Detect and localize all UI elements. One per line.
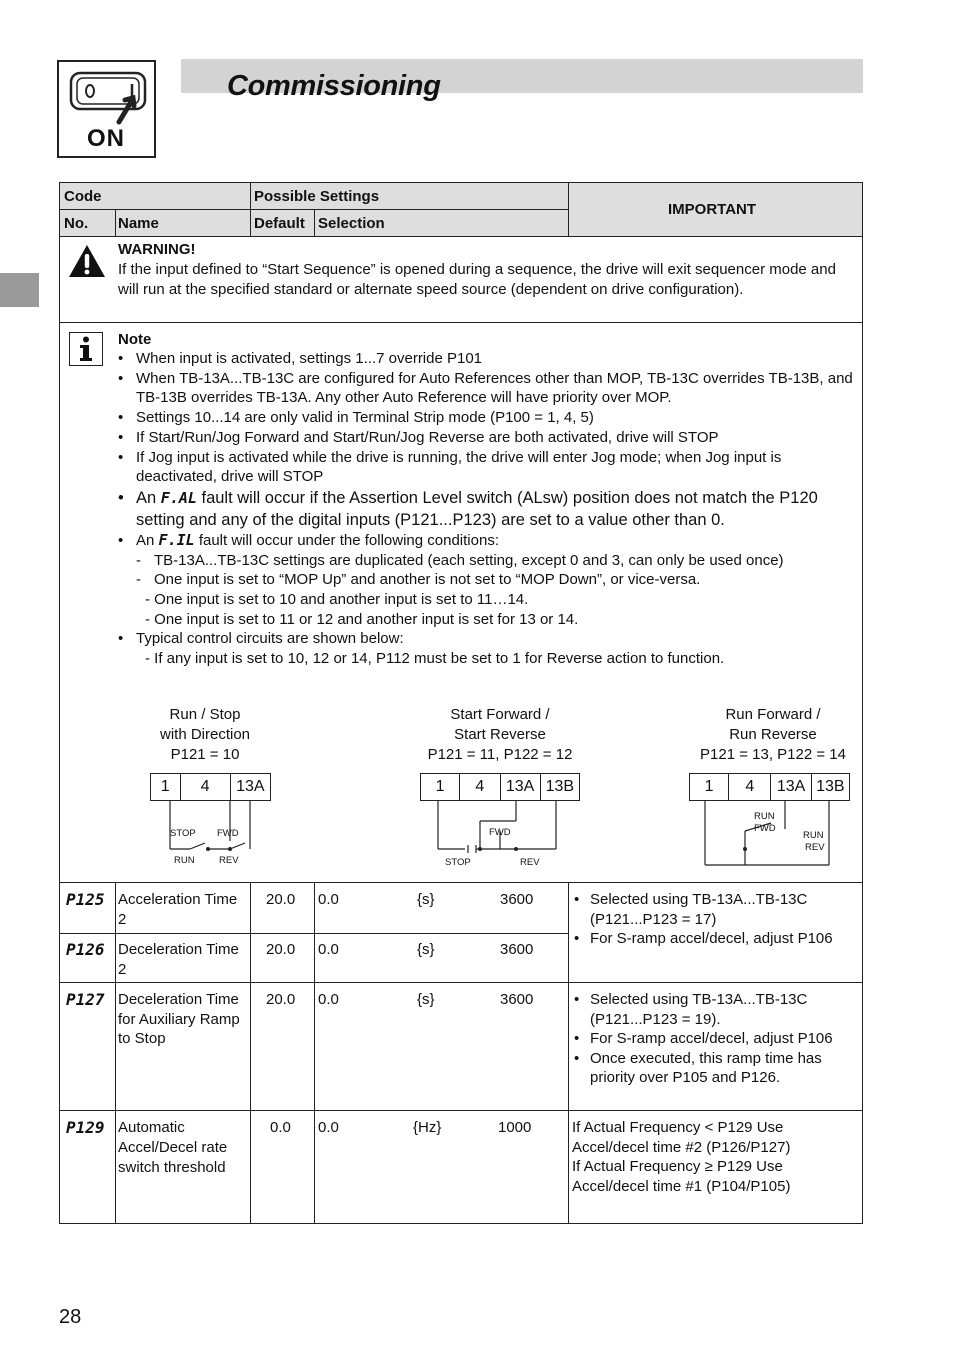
info-icon	[69, 332, 103, 366]
important-p127	[572, 990, 860, 1088]
page-title: Commissioning	[227, 70, 441, 102]
circuit-label: FWD	[754, 823, 776, 834]
param-max: 3600	[500, 991, 534, 1008]
terminal-label: 1	[421, 774, 460, 800]
param-unit: {s}	[417, 991, 435, 1008]
note-item: • Settings 10...14 are only valid in Terminal Strip mode (P100 = 1, 4, 5)	[118, 408, 858, 428]
param-name: Deceleration Time for Auxiliary Ramp to Stop	[118, 991, 240, 1048]
circuit-label: REV	[805, 842, 825, 853]
circuit-label: RUN	[174, 855, 195, 866]
important-item: • Selected using TB-13A...TB-13C (P121...P123 = 19).	[572, 990, 860, 1029]
terminal-label: 13A	[771, 774, 811, 800]
note-item: • An F.IL fault will occur under the following conditions:	[118, 531, 858, 551]
terminal-label: 13B	[545, 778, 575, 795]
param-default: 20.0	[266, 941, 296, 958]
param-min: 0.0	[318, 1119, 339, 1136]
terminal-label: 13A	[501, 774, 541, 800]
circuit-label: REV	[219, 855, 239, 866]
terminal-label: 4	[181, 774, 231, 800]
warning-title: WARNING!	[118, 241, 196, 258]
note-title: Note	[118, 331, 152, 348]
important-p125-p126	[572, 890, 860, 949]
fault-code-fal: F.AL	[160, 488, 197, 507]
note-subitem: - One input is set to 10 and another input is set to 11…14.	[145, 591, 529, 609]
param-code: P125	[66, 890, 105, 909]
note-subitem: - TB-13A...TB-13C settings are duplicated (each setting, except 0 and 3, can only be used once)	[118, 551, 858, 571]
param-min: 0.0	[318, 941, 339, 958]
param-max: 1000	[498, 1119, 532, 1136]
circuit-label: STOP	[445, 857, 471, 868]
page-number: 28	[59, 1306, 82, 1328]
circuit-1-title: Run / Stop with Direction P121 = 10	[159, 706, 251, 763]
header-name: Name	[118, 215, 159, 232]
parameter-table	[59, 182, 863, 1224]
param-unit: {s}	[417, 941, 435, 958]
circuit-label: REV	[520, 857, 540, 868]
note-item: • An F.AL fault will occur if the Assertion Level switch (ALsw) position does not match the P120 setting and any of the digital inputs (P121...P123) are set to a value other than 0.	[118, 487, 858, 531]
param-name: Automatic Accel/Decel rate switch threshold	[118, 1119, 228, 1176]
terminal-label: 1	[690, 774, 729, 800]
circuit-label: FWD	[489, 827, 511, 838]
important-item: • Selected using TB-13A...TB-13C (P121...P123 = 17)	[572, 890, 860, 929]
header-default: Default	[254, 215, 305, 232]
fault-code-fil: F.IL	[158, 530, 195, 549]
terminal-label: 1	[151, 774, 181, 800]
note-subitem: - One input is set to 11 or 12 and another input is set for 13 or 14.	[145, 610, 579, 628]
param-code: P127	[66, 990, 105, 1009]
important-item: • For S-ramp accel/decel, adjust P106	[572, 1029, 860, 1049]
param-min: 0.0	[318, 991, 339, 1008]
terminal-label: 4	[729, 774, 771, 800]
header-code: Code	[64, 188, 102, 205]
circuit-1-terminal-strip	[150, 773, 271, 801]
terminal-label: 13A	[236, 778, 265, 795]
param-max: 3600	[500, 891, 534, 908]
important-item: • For S-ramp accel/decel, adjust P106	[572, 929, 860, 949]
note-item: • Typical control circuits are shown below:	[118, 629, 858, 649]
param-name: Acceleration Time 2	[118, 891, 238, 928]
header-selection: Selection	[318, 215, 385, 232]
param-min: 0.0	[318, 891, 339, 908]
note-item: • If Jog input is activated while the drive is running, the drive will enter Jog mode; when Jog input is deactivated, drive will STOP	[118, 448, 858, 487]
param-unit: {Hz}	[413, 1119, 442, 1136]
warning-text: If the input defined to “Start Sequence” is opened during a sequence, the drive will exit sequencer mode and will run at the specified standard or alternate speed source (dependent on drive configuration).	[118, 261, 836, 298]
circuit-2-terminal-strip	[420, 773, 580, 801]
logo-on-text: ON	[87, 125, 125, 152]
param-code: P129	[66, 1118, 105, 1137]
circuit-label: STOP	[170, 828, 196, 839]
param-name: Deceleration Time 2	[118, 941, 239, 978]
param-default: 0.0	[270, 1119, 291, 1136]
circuit-2-title: Start Forward / Start Reverse P121 = 11, P122 = 12	[427, 706, 573, 763]
circuit-label: RUN	[803, 830, 824, 841]
param-default: 20.0	[266, 991, 296, 1008]
important-item: • Once executed, this ramp time has priority over P105 and P126.	[572, 1049, 860, 1088]
note-subitem: - If any input is set to 10, 12 or 14, P112 must be set to 1 for Reverse action to function.	[145, 650, 725, 668]
circuit-label: RUN	[754, 811, 775, 822]
power-switch-logo	[57, 60, 156, 158]
note-item: • When TB-13A...TB-13C are configured for Auto References other than MOP, TB-13C overrides TB-13B, and TB-13B overrides TB-13A. Any other Auto Reference will have priority over MOP.	[118, 369, 858, 408]
header-no: No.	[64, 215, 89, 232]
param-unit: {s}	[417, 891, 435, 908]
param-default: 20.0	[266, 891, 296, 908]
section-tab-marker	[0, 273, 39, 307]
param-max: 3600	[500, 941, 534, 958]
terminal-label: 13B	[816, 778, 845, 795]
circuit-label: FWD	[217, 828, 239, 839]
note-list	[118, 349, 858, 669]
circuit-3-title: Run Forward / Run Reverse P121 = 13, P122 = 14	[700, 706, 846, 763]
note-subitem: - One input is set to “MOP Up” and another is not set to “MOP Down”, or vice-versa.	[118, 570, 858, 590]
circuit-3-terminal-strip	[689, 773, 850, 801]
header-important: IMPORTANT	[668, 201, 757, 218]
terminal-label: 4	[460, 774, 500, 800]
note-item: • If Start/Run/Jog Forward and Start/Run/Jog Reverse are both activated, drive will STOP	[118, 428, 858, 448]
warning-icon	[68, 244, 106, 278]
important-p129: If Actual Frequency < P129 Use Accel/decel time #2 (P126/P127) If Actual Frequency ≥ P129 Use Accel/decel time #1 (P104/P105)	[572, 1119, 791, 1195]
param-code: P126	[66, 940, 105, 959]
note-item: • When input is activated, settings 1...7 override P101	[118, 349, 858, 369]
header-possible-settings: Possible Settings	[254, 188, 380, 205]
